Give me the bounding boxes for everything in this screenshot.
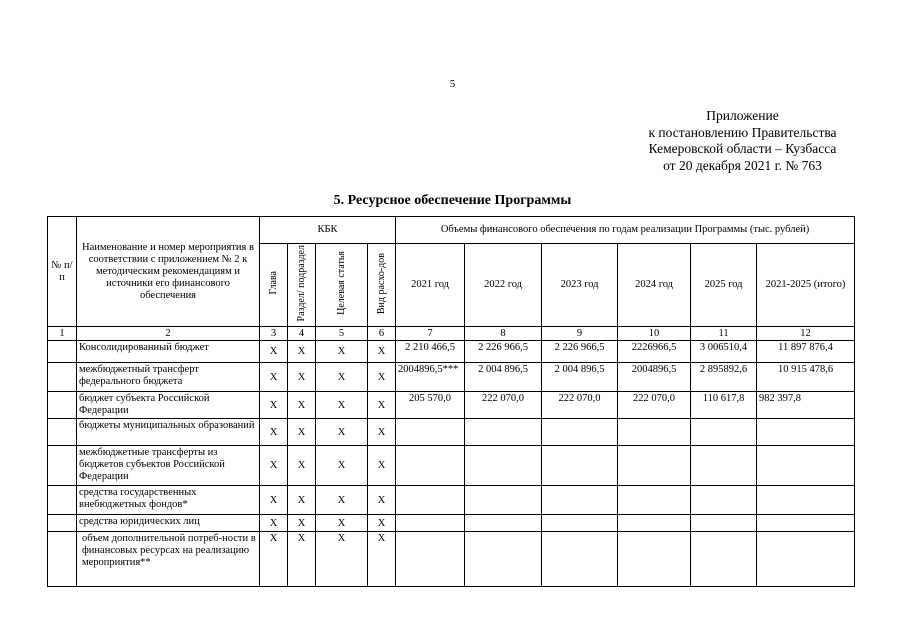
value-cell: [465, 515, 542, 532]
header-year: 2023 год: [542, 244, 618, 327]
kbk-cell: X: [260, 392, 288, 419]
kbk-cell: X: [288, 392, 316, 419]
value-cell: [757, 419, 855, 446]
header-row-1: [48, 217, 855, 244]
col-number: 6: [368, 327, 396, 341]
kbk-cell: X: [316, 532, 368, 587]
value-cell: [691, 532, 757, 587]
value-cell: [542, 515, 618, 532]
section-title: 5. Ресурсное обеспечение Программы: [333, 193, 572, 208]
row-name: объем дополнительной потреб-ности в финансовых ресурсах на реализацию мероприятия**: [77, 532, 260, 587]
kbk-cell: X: [288, 419, 316, 446]
value-cell: [691, 419, 757, 446]
col-number: 12: [757, 327, 855, 341]
table-row: [48, 419, 855, 446]
row-num-cell: [48, 363, 77, 392]
value-cell: 110 617,8: [691, 392, 757, 419]
value-cell: [691, 446, 757, 486]
col-number: 8: [465, 327, 542, 341]
value-cell: 222 070,0: [542, 392, 618, 419]
header-kbk-type: Вид расхо-дов: [376, 252, 388, 314]
value-cell: [396, 446, 465, 486]
kbk-cell: X: [316, 392, 368, 419]
header-kbk-col: [368, 244, 396, 327]
kbk-cell: X: [368, 392, 396, 419]
value-cell: [396, 486, 465, 515]
table-row: [48, 532, 855, 587]
header-kbk: КБК: [260, 217, 396, 244]
value-cell: 2 226 966,5: [542, 341, 618, 363]
header-name: Наименование и номер мероприятия в соответствии с приложением № 2 к методическим рекомендациям и источники его финансового обеспечения: [77, 217, 260, 327]
header-kbk-col: [316, 244, 368, 327]
appendix-block: [600, 108, 885, 174]
col-number: 2: [77, 327, 260, 341]
header-num: № п/п: [48, 217, 77, 327]
kbk-cell: X: [260, 363, 288, 392]
kbk-cell: X: [288, 532, 316, 587]
col-number: 7: [396, 327, 465, 341]
row-num-cell: [48, 341, 77, 363]
header-kbk-col: [288, 244, 316, 327]
kbk-cell: X: [288, 446, 316, 486]
col-number: 9: [542, 327, 618, 341]
kbk-cell: X: [368, 515, 396, 532]
kbk-cell: X: [260, 486, 288, 515]
header-year: 2025 год: [691, 244, 757, 327]
value-cell: [757, 486, 855, 515]
value-cell: [618, 486, 691, 515]
header-volumes: Объемы финансового обеспечения по годам реализации Программы (тыс. рублей): [396, 217, 855, 244]
kbk-cell: X: [316, 341, 368, 363]
value-cell: 2004896,5***: [396, 363, 465, 392]
value-cell: 11 897 876,4: [757, 341, 855, 363]
table-row: [48, 363, 855, 392]
value-cell: [465, 446, 542, 486]
resource-table: [47, 216, 855, 587]
value-cell: [691, 515, 757, 532]
value-cell: [542, 532, 618, 587]
header-kbk-col: [260, 244, 288, 327]
row-name: Консолидированный бюджет: [77, 341, 260, 363]
kbk-cell: X: [288, 363, 316, 392]
row-num-cell: [48, 419, 77, 446]
kbk-cell: X: [260, 446, 288, 486]
kbk-cell: X: [368, 341, 396, 363]
value-cell: 2004896,5: [618, 363, 691, 392]
kbk-cell: X: [316, 446, 368, 486]
value-cell: 982 397,8: [757, 392, 855, 419]
row-name: средства юридических лиц: [77, 515, 260, 532]
value-cell: 2 004 896,5: [465, 363, 542, 392]
col-number: 10: [618, 327, 691, 341]
header-kbk-chapter: Глава: [268, 271, 279, 295]
kbk-cell: X: [316, 363, 368, 392]
table-row: [48, 392, 855, 419]
kbk-cell: X: [288, 515, 316, 532]
value-cell: [757, 446, 855, 486]
col-number: 4: [288, 327, 316, 341]
appendix-line-2: к постановлению Правительства: [648, 124, 837, 140]
appendix-line-3: Кемеровской области – Кузбасса: [648, 141, 837, 156]
table-row: [48, 341, 855, 363]
table-row: [48, 515, 855, 532]
value-cell: 10 915 478,6: [757, 363, 855, 392]
value-cell: [465, 419, 542, 446]
value-cell: [618, 532, 691, 587]
header-kbk-target: Целевая статья: [336, 251, 347, 316]
row-name: бюджеты муниципальных образований: [77, 419, 260, 446]
col-number: 11: [691, 327, 757, 341]
value-cell: 2 895892,6: [691, 363, 757, 392]
kbk-cell: X: [368, 419, 396, 446]
kbk-cell: X: [288, 341, 316, 363]
kbk-cell: X: [260, 532, 288, 587]
kbk-cell: X: [316, 486, 368, 515]
kbk-cell: X: [368, 532, 396, 587]
value-cell: [396, 532, 465, 587]
kbk-cell: X: [316, 419, 368, 446]
header-year: 2021 год: [396, 244, 465, 327]
value-cell: [396, 419, 465, 446]
header-year: 2022 год: [465, 244, 542, 327]
column-number-row: [48, 327, 855, 341]
header-kbk-section: Раздел/ подраздел: [296, 245, 307, 322]
kbk-cell: X: [368, 486, 396, 515]
kbk-cell: X: [288, 486, 316, 515]
value-cell: [465, 486, 542, 515]
row-num-cell: [48, 486, 77, 515]
row-name: межбюджетный трансферт федерального бюджета: [77, 363, 260, 392]
col-number: 3: [260, 327, 288, 341]
header-year: 2024 год: [618, 244, 691, 327]
value-cell: [618, 419, 691, 446]
value-cell: [396, 515, 465, 532]
value-cell: [757, 515, 855, 532]
kbk-cell: X: [368, 363, 396, 392]
row-num-cell: [48, 515, 77, 532]
table-row: [48, 486, 855, 515]
value-cell: 2 004 896,5: [542, 363, 618, 392]
value-cell: [691, 486, 757, 515]
value-cell: [757, 532, 855, 587]
value-cell: [542, 486, 618, 515]
appendix-line-4: от 20 декабря 2021 г. № 763: [663, 157, 822, 173]
col-number: 1: [48, 327, 77, 341]
value-cell: 205 570,0: [396, 392, 465, 419]
value-cell: 222 070,0: [618, 392, 691, 419]
row-name: бюджет субъекта Российской Федерации: [77, 392, 260, 419]
kbk-cell: X: [316, 515, 368, 532]
kbk-cell: X: [260, 515, 288, 532]
row-num-cell: [48, 392, 77, 419]
value-cell: [542, 446, 618, 486]
row-name: средства государственных внебюджетных фондов*: [77, 486, 260, 515]
value-cell: [618, 446, 691, 486]
kbk-cell: X: [260, 341, 288, 363]
row-name: межбюджетные трансферты из бюджетов субъектов Российской Федерации: [77, 446, 260, 486]
kbk-cell: X: [260, 419, 288, 446]
value-cell: [542, 419, 618, 446]
kbk-cell: X: [368, 446, 396, 486]
value-cell: 2226966,5: [618, 341, 691, 363]
row-num-cell: [48, 532, 77, 587]
value-cell: 222 070,0: [465, 392, 542, 419]
col-number: 5: [316, 327, 368, 341]
value-cell: 3 006510,4: [691, 341, 757, 363]
header-year-total: 2021-2025 (итого): [757, 244, 855, 327]
page-number: 5: [449, 78, 456, 90]
value-cell: [618, 515, 691, 532]
value-cell: 2 210 466,5: [396, 341, 465, 363]
appendix-line-1: Приложение: [706, 108, 779, 123]
table-row: [48, 446, 855, 486]
value-cell: [465, 532, 542, 587]
value-cell: 2 226 966,5: [465, 341, 542, 363]
row-num-cell: [48, 446, 77, 486]
